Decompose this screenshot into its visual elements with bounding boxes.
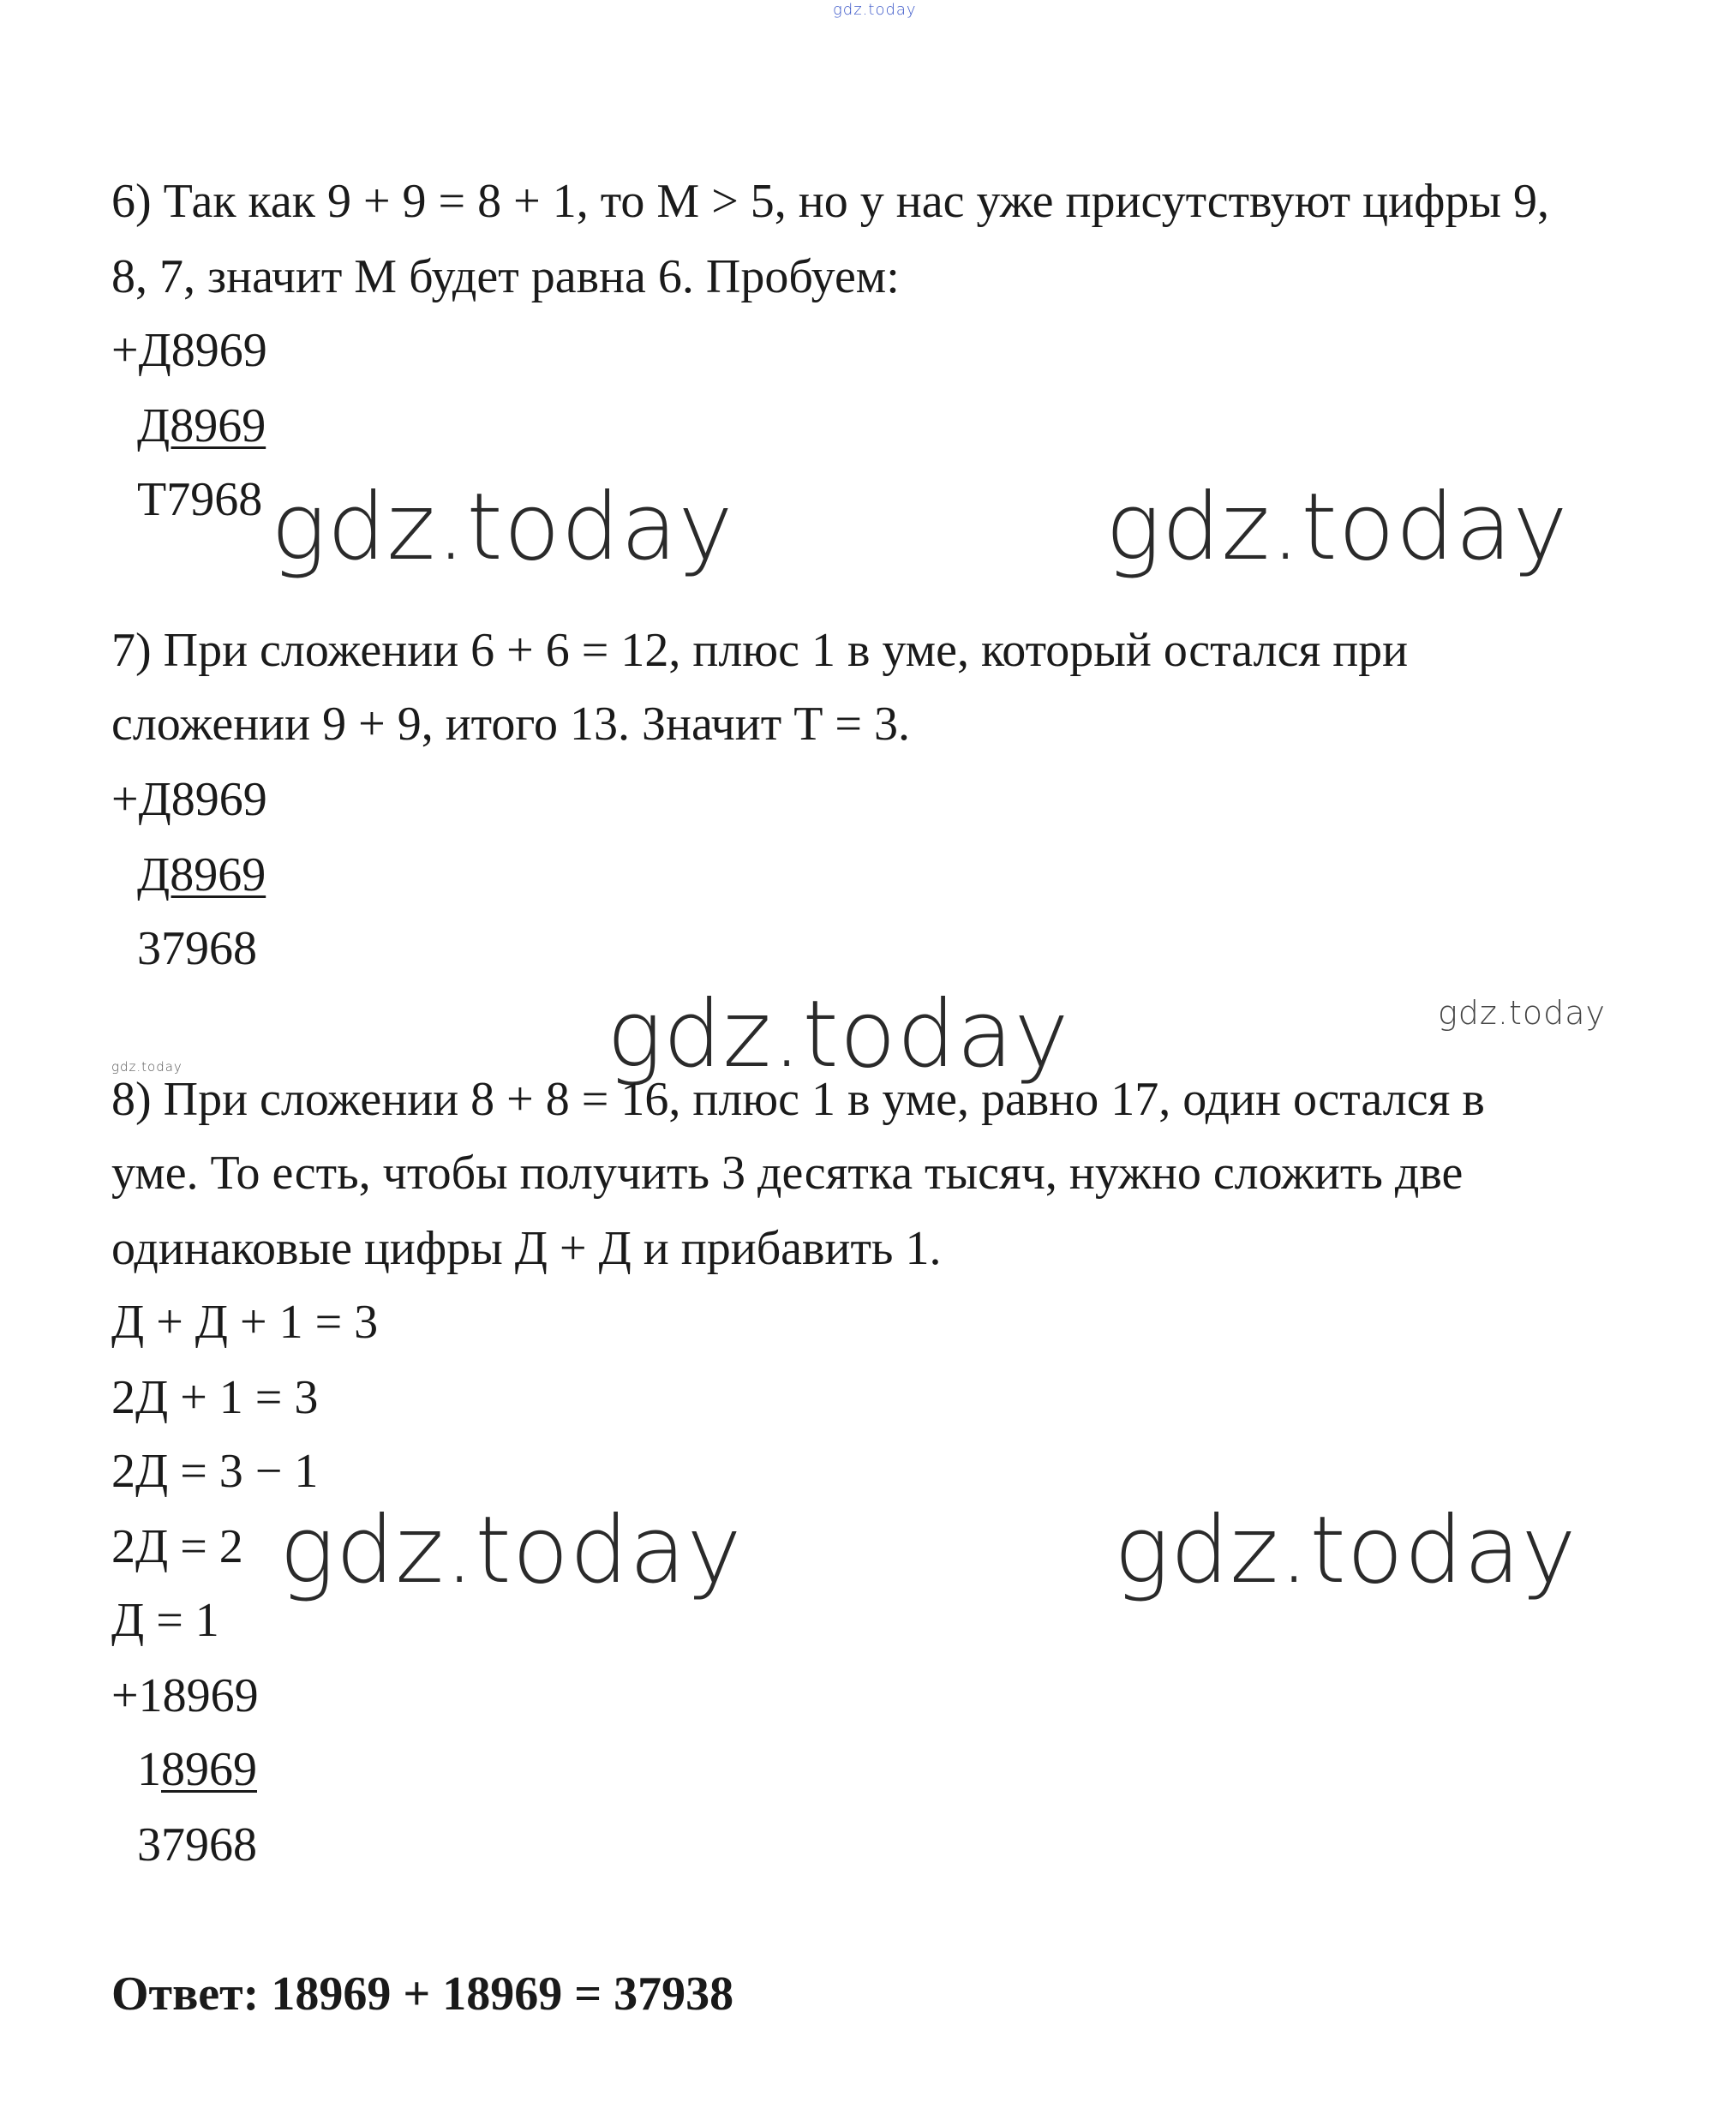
section7-addend1: +Д8969 — [111, 773, 267, 826]
section8-line1: 8) При сложении 8 + 8 = 16, плюс 1 в уме, равно 17, один остался в — [111, 1073, 1485, 1126]
section6-line1: 6) Так как 9 + 9 = 8 + 1, то М > 5, но у нас уже присутствуют цифры 9, — [111, 175, 1550, 228]
watermark-4: gdz.today — [1438, 994, 1606, 1032]
section8-addend1: +18969 — [111, 1669, 259, 1722]
section8-line3: одинаковые цифры Д + Д и прибавить 1. — [111, 1222, 942, 1275]
watermark-2: gdz.today — [1105, 474, 1569, 581]
section8-addend2-underlined: 8969 — [161, 1743, 257, 1796]
watermark-7: gdz.today — [1114, 1497, 1577, 1604]
section8-equation3: 2Д = 3 − 1 — [111, 1445, 319, 1498]
section8-equation2: 2Д + 1 = 3 — [111, 1371, 319, 1424]
section7-addend2: Д8969 — [137, 848, 266, 901]
section8-line2: уме. То есть, чтобы получить 3 десятка тысяч, нужно сложить две — [111, 1147, 1464, 1200]
section6-line2: 8, 7, значит М будет равна 6. Пробуем: — [111, 250, 900, 303]
section8-equation1: Д + Д + 1 = 3 — [111, 1296, 379, 1349]
section6-sum: Т7968 — [137, 473, 263, 526]
watermark-3: gdz.today — [607, 981, 1070, 1088]
watermark-6: gdz.today — [279, 1497, 743, 1604]
section8-addend2-first-digit: 1 — [137, 1743, 161, 1796]
section7-line2: сложении 9 + 9, итого 13. Значит Т = 3. — [111, 698, 911, 751]
watermark-1: gdz.today — [271, 474, 734, 581]
section8-sum: 37968 — [137, 1818, 257, 1871]
section8-addend2 — [137, 1741, 257, 1798]
section7-sum: 37968 — [137, 922, 257, 975]
section8-equation5: Д = 1 — [111, 1594, 219, 1647]
section8-equation4: 2Д = 2 — [111, 1520, 243, 1573]
watermark-5: gdz.today — [111, 1059, 183, 1075]
watermark-top: gdz.today — [833, 1, 917, 19]
section6-addend2: Д8969 — [137, 399, 266, 452]
section7-line1: 7) При сложении 6 + 6 = 12, плюс 1 в уме, который остался при — [111, 624, 1409, 677]
answer-line: Ответ: 18969 + 18969 = 37938 — [111, 1967, 734, 2021]
section6-addend1: +Д8969 — [111, 324, 267, 377]
